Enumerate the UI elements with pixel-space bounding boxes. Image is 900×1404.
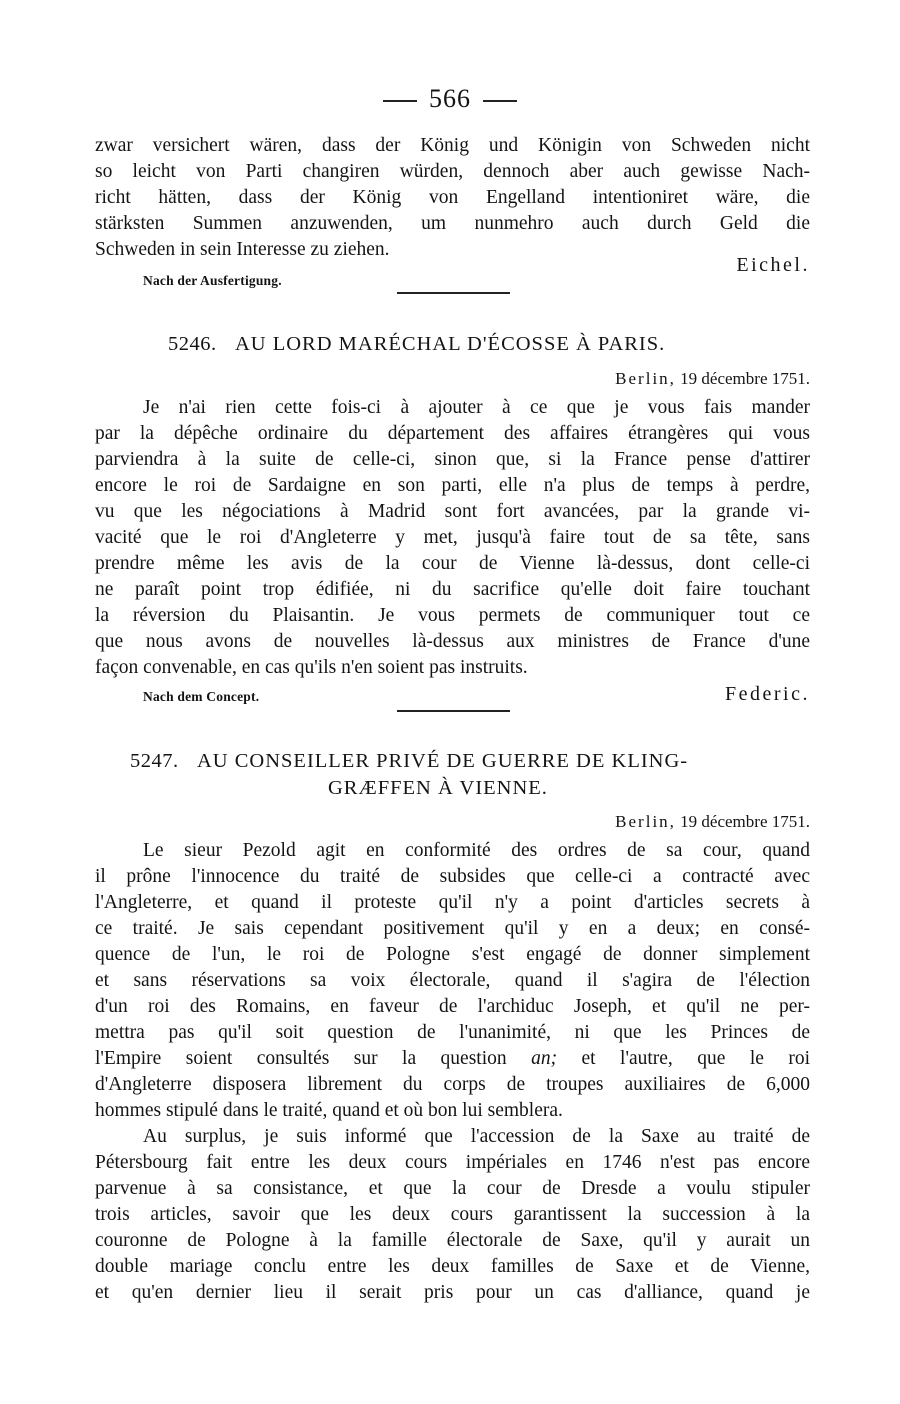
section-divider — [397, 710, 510, 712]
text-line: stärksten Summen anzuwenden, um nunmehro auch durch Geld die — [95, 213, 810, 234]
signature-eichel: Eichel. — [736, 254, 810, 276]
text-line: double mariage conclu entre les deux familles de Saxe et de Vienne, — [95, 1256, 810, 1277]
text-line: ce traité. Je sais cependant positivement qu'il y en a deux; en consé- — [95, 918, 810, 939]
text-line: trois articles, savoir que les deux cours garantissent la succession à la — [95, 1204, 810, 1225]
dateline-date: 19 décembre 1751. — [680, 812, 810, 831]
text-line: Schweden in sein Interesse zu ziehen. — [95, 239, 390, 260]
text-line: vu que les négociations à Madrid sont fort avancées, par la grande vi- — [95, 501, 810, 522]
letter-heading-5247 — [130, 748, 810, 802]
text-line: hommes stipulé dans le traité, quand et où bon lui semblera. — [95, 1100, 563, 1121]
heading-line-2: GRÆFFEN À VIENNE. — [328, 777, 548, 799]
signature-federic: Federic. — [725, 683, 810, 705]
text-line: et qu'en dernier lieu il serait pris pour un cas d'alliance, quand je — [95, 1282, 810, 1303]
text-line: zwar versichert wären, dass der König und Königin von Schweden nicht — [95, 135, 810, 156]
section-divider — [397, 292, 510, 294]
text-fragment: l'Empire soient consultés sur la question — [95, 1048, 507, 1069]
text-line: par la dépêche ordinaire du département des affaires étrangères qui vous — [95, 423, 810, 444]
folio-dash-right — [483, 100, 517, 102]
dateline-place: Berlin, — [615, 369, 676, 388]
continuation-text — [95, 133, 810, 263]
letter-number: 5246. — [168, 333, 217, 355]
text-line: richt hätten, dass der König von Engelland intentioniret wäre, die — [95, 187, 810, 208]
dateline-place: Berlin, — [615, 812, 676, 831]
text-line: so leicht von Parti changiren würden, dennoch aber auch gewisse Nach- — [95, 161, 810, 182]
source-note: Nach der Ausfertigung. — [143, 273, 282, 288]
text-line: la réversion du Plaisantin. Je vous permets de communiquer tout ce — [95, 605, 810, 626]
letter-body-5247 — [95, 838, 810, 1306]
text-line: Pétersbourg fait entre les deux cours impériales en 1746 n'est pas encore — [95, 1152, 810, 1173]
text-line: quence de l'un, le roi de Pologne s'est engagé de donner simplement — [95, 944, 810, 965]
heading-line-1 — [130, 748, 810, 775]
text-line: parvenue à sa consistance, et que la cour de Dresde a voulu stipuler — [95, 1178, 810, 1199]
folio-dash-left — [383, 100, 417, 102]
italic-term: an; — [531, 1048, 558, 1069]
text-line: Au surplus, je suis informé que l'accession de la Saxe au traité de — [143, 1126, 810, 1147]
text-line: il prône l'innocence du traité de subsides que celle-ci a contracté avec — [95, 866, 810, 887]
text-line: parviendra à la suite de celle-ci, sinon que, si la France pense d'attirer — [95, 449, 810, 470]
text-line: Le sieur Pezold agit en conformité des ordres de sa cour, quand — [143, 840, 810, 861]
text-line: prendre même les avis de la cour de Vienne là-dessus, dont celle-ci — [95, 553, 810, 574]
text-fragment: et l'autre, que le roi — [581, 1048, 810, 1069]
text-line: ne paraît point trop édifiée, ni du sacrifice qu'elle doit faire touchant — [95, 579, 810, 600]
dateline-date: 19 décembre 1751. — [680, 369, 810, 388]
text-line: que nous avons de nouvelles là-dessus aux ministres de France d'une — [95, 631, 810, 652]
text-line: d'un roi des Romains, en faveur de l'archiduc Joseph, et qu'il ne per- — [95, 996, 810, 1017]
text-line: mettra pas qu'il soit question de l'unanimité, ni que les Princes de — [95, 1022, 810, 1043]
text-line: façon convenable, en cas qu'ils n'en soient pas instruits. — [95, 657, 528, 678]
page-number — [0, 84, 900, 114]
text-line: couronne de Pologne à la famille électorale de Saxe, qu'il y aurait un — [95, 1230, 810, 1251]
text-line — [95, 1046, 810, 1072]
text-line: Je n'ai rien cette fois-ci à ajouter à ce que je vous fais mander — [143, 397, 810, 418]
text-line: l'Angleterre, et quand il proteste qu'il n'y a point d'articles secrets à — [95, 892, 810, 913]
source-note: Nach dem Concept. — [143, 689, 260, 704]
letter-number: 5247. — [130, 750, 179, 772]
text-line: encore le roi de Sardaigne en son parti, elle n'a plus de temps à perdre, — [95, 475, 810, 496]
letter-addressee: AU LORD MARÉCHAL D'ÉCOSSE À PARIS. — [235, 333, 666, 355]
text-line: d'Angleterre disposera librement du corps de troupes auxiliaires de 6,000 — [95, 1074, 810, 1095]
letter-heading-5246 — [168, 331, 808, 358]
dateline-5247 — [615, 812, 810, 832]
letter-body-5246 — [95, 395, 810, 681]
letter-addressee: AU CONSEILLER PRIVÉ DE GUERRE DE KLING- — [197, 750, 689, 772]
text-line: et sans réservations sa voix électorale, quand il s'agira de l'élection — [95, 970, 810, 991]
page-number-text: 566 — [429, 84, 471, 113]
dateline-5246 — [615, 369, 810, 389]
text-line: vacité que le roi d'Angleterre y met, jusqu'à faire tout de sa tête, sans — [95, 527, 810, 548]
